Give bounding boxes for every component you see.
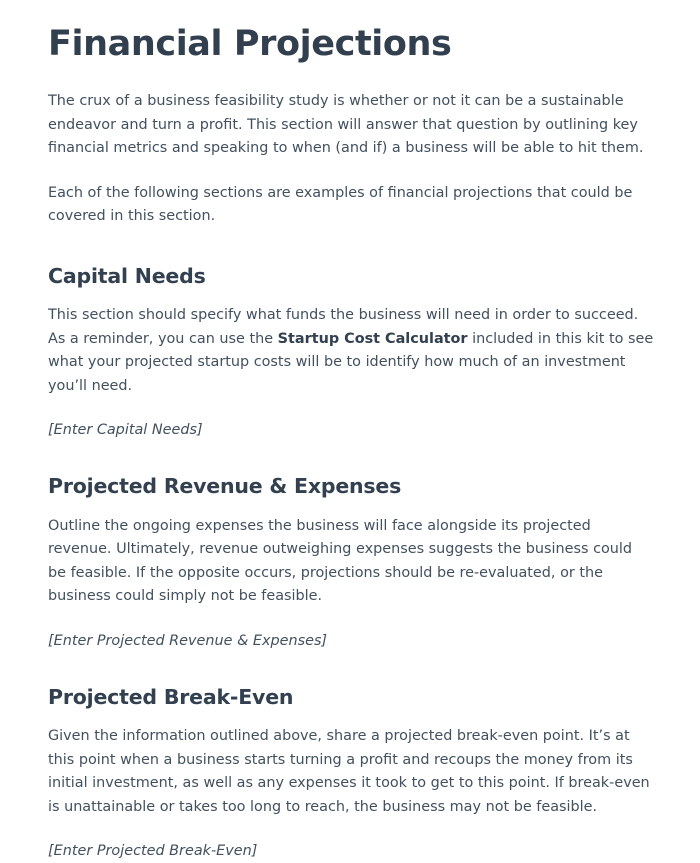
section-body-capital-needs xyxy=(48,304,654,398)
spacer xyxy=(48,250,654,264)
intro-paragraph-1: The crux of a business feasibility study is whether or not it can be a sustainable endeavor and turn a profit. This section will answer that question by outlining key financial metrics and speaking to when (and if) a business will be able to hit them. xyxy=(48,93,644,157)
section-projected-break-even xyxy=(48,685,654,863)
section-projected-revenue-expenses xyxy=(48,474,654,653)
section-body-projected-break-even: Given the information outlined above, share a projected break-even point. It’s at this point when a business starts turning a profit and recoups the money from its initial investment, as well as any expenses it took to get to this point. If break-even is unattainable or takes too long to reach, the business may not be feasible. xyxy=(48,728,650,815)
section-body-projected-revenue-expenses: Outline the ongoing expenses the business will face alongside its projected revenue. Ultimately, revenue outweighing expenses suggests the business could be feasible. If the opposite occurs, projections should be re-evaluated, or the business could simply not be feasible. xyxy=(48,517,633,605)
placeholder-projected-break-even[interactable]: [Enter Projected Break-Even] xyxy=(48,843,258,860)
startup-cost-calculator-reference: Startup Cost Calculator xyxy=(277,330,468,347)
intro-paragraph-2: Each of the following sections are examples of financial projections that could be covered in this section. xyxy=(48,184,633,225)
section-capital-needs xyxy=(48,264,654,443)
section-heading-projected-revenue-expenses: Projected Revenue & Expenses xyxy=(48,474,402,499)
placeholder-capital-needs[interactable]: [Enter Capital Needs] xyxy=(48,422,203,439)
body-text-segment: This section should specify what funds the business will need in order to succeed. As a reminder, you can use the xyxy=(48,307,639,347)
section-heading-capital-needs: Capital Needs xyxy=(48,263,206,288)
placeholder-projected-revenue-expenses[interactable]: [Enter Projected Revenue & Expenses] xyxy=(48,632,328,649)
body-text-segment: included in this kit to see what your projected startup costs will be to identify how much of an investment you’ll need. xyxy=(48,330,654,394)
section-heading-projected-break-even: Projected Break-Even xyxy=(48,684,294,709)
page-title: Financial Projections xyxy=(48,24,452,64)
